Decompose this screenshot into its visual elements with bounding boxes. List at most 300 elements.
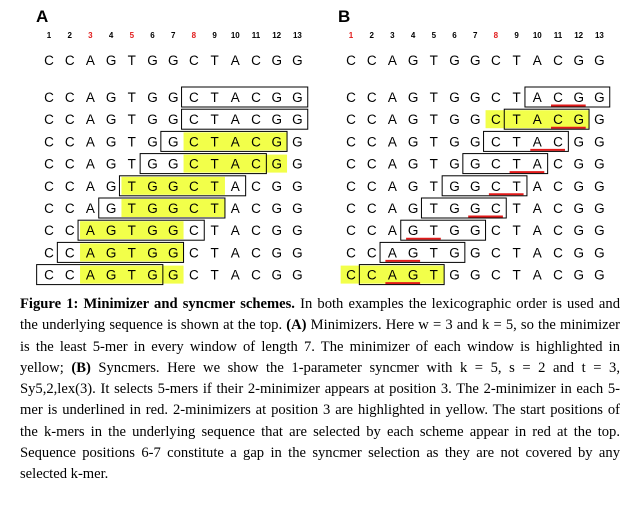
row-base: G bbox=[292, 134, 303, 150]
row-base: A bbox=[387, 201, 397, 216]
panel-a-minimizers bbox=[36, 7, 308, 285]
row-base: A bbox=[230, 90, 240, 105]
row-base: G bbox=[147, 245, 158, 261]
row-base: C bbox=[44, 201, 54, 216]
row-base: G bbox=[105, 112, 117, 128]
row-base: G bbox=[407, 267, 419, 283]
sequence-base: C bbox=[553, 53, 563, 68]
row-base: G bbox=[292, 156, 303, 172]
row-base: G bbox=[594, 112, 605, 128]
window-row bbox=[346, 198, 605, 218]
caption-b-label: (B) bbox=[71, 359, 91, 376]
row-base: C bbox=[251, 178, 261, 194]
row-base: A bbox=[85, 178, 95, 194]
row-base: T bbox=[127, 245, 136, 261]
caption-b-text: Syncmers. Here we show the 1-parameter syncmer with k = 5, s = 2 and t = 3, Sy5,2,lex(3). It selects 5-mers if their 2-minimizer appears at position 3. The 2-minimizer in each 5-mer is underlined in red. 2-minimizers at position 3 are highlighted in yellow. The start positions of the k-mers in the underlying sequence that are selected by each scheme appear in red at the top. Sequence positions 6-7 constitute a gap in the syncmer selection as they are not covered by any selected k-mer. bbox=[20, 359, 620, 483]
row-base: T bbox=[429, 156, 438, 172]
row-base: C bbox=[189, 223, 199, 239]
row-base: T bbox=[210, 134, 219, 150]
row-base: G bbox=[449, 90, 460, 105]
row-base: C bbox=[251, 112, 261, 128]
position-number: 12 bbox=[574, 31, 584, 40]
row-base: C bbox=[491, 178, 501, 194]
row-base: G bbox=[449, 245, 460, 261]
sequence-base: G bbox=[573, 53, 584, 68]
row-base: C bbox=[251, 134, 261, 150]
row-base: G bbox=[469, 90, 481, 105]
row-base: C bbox=[491, 201, 501, 216]
selected-position-number: 3 bbox=[88, 31, 93, 40]
row-base: C bbox=[553, 112, 563, 128]
row-base: A bbox=[230, 178, 240, 194]
row-base: T bbox=[210, 267, 219, 283]
row-base: C bbox=[44, 156, 54, 172]
row-base: G bbox=[449, 223, 460, 239]
selected-position-number: 8 bbox=[191, 31, 197, 40]
row-base: C bbox=[64, 267, 75, 283]
row-base: G bbox=[292, 245, 303, 261]
sequence-base: T bbox=[210, 53, 219, 68]
sequence-base: C bbox=[189, 53, 199, 68]
caption-a-text: Minimizers. Here w = 3 and k = 5, so the minimizer is the least 5-mer in every window of length 7. The minimizer of each window is highlighted in yellow; bbox=[20, 317, 620, 376]
sequence-base: A bbox=[532, 53, 542, 68]
row-base: G bbox=[449, 112, 460, 128]
row-base: G bbox=[449, 201, 460, 216]
row-base: G bbox=[407, 245, 419, 261]
row-base: C bbox=[346, 178, 356, 194]
position-number: 2 bbox=[369, 31, 374, 40]
row-base: C bbox=[491, 267, 501, 283]
row-base: G bbox=[147, 156, 158, 172]
row-base: G bbox=[594, 223, 605, 239]
row-base: A bbox=[230, 201, 240, 216]
sequence-base: A bbox=[387, 53, 397, 68]
window-row bbox=[44, 242, 303, 262]
row-base: A bbox=[387, 178, 397, 194]
row-base: G bbox=[407, 112, 419, 128]
row-base: T bbox=[127, 267, 136, 283]
row-base: C bbox=[366, 156, 377, 172]
row-base: G bbox=[271, 112, 282, 128]
row-base: G bbox=[573, 245, 584, 261]
position-number: 7 bbox=[170, 31, 176, 40]
row-base: C bbox=[366, 223, 377, 239]
position-number: 11 bbox=[251, 31, 261, 40]
row-base: T bbox=[127, 223, 136, 239]
row-base: G bbox=[147, 178, 158, 194]
row-base: C bbox=[491, 134, 501, 150]
row-base: T bbox=[127, 90, 136, 105]
row-base: G bbox=[469, 245, 481, 261]
row-base: T bbox=[512, 223, 521, 239]
window-row bbox=[346, 154, 605, 174]
row-base: C bbox=[64, 178, 75, 194]
window-row bbox=[346, 176, 605, 196]
sequence-base: G bbox=[292, 53, 303, 68]
row-base: T bbox=[429, 267, 438, 283]
row-base: G bbox=[167, 223, 179, 239]
row-base: G bbox=[573, 112, 584, 128]
position-number: 10 bbox=[532, 31, 542, 40]
position-number: 5 bbox=[431, 31, 437, 40]
row-base: G bbox=[147, 112, 158, 128]
row-base: G bbox=[147, 134, 158, 150]
position-number: 11 bbox=[553, 31, 563, 40]
row-base: G bbox=[292, 267, 303, 283]
sequence-base: T bbox=[512, 53, 521, 68]
row-base: G bbox=[594, 245, 605, 261]
row-base: C bbox=[491, 156, 501, 172]
row-base: G bbox=[292, 201, 303, 216]
row-base: A bbox=[85, 90, 95, 105]
sequence-base: C bbox=[44, 53, 54, 68]
row-base: C bbox=[44, 90, 54, 105]
row-base: C bbox=[491, 112, 501, 128]
row-base: A bbox=[230, 134, 240, 150]
row-base: T bbox=[127, 112, 136, 128]
row-base: G bbox=[573, 178, 584, 194]
row-base: T bbox=[512, 90, 521, 105]
row-base: G bbox=[105, 201, 117, 216]
position-number: 7 bbox=[472, 31, 478, 40]
sequence-base: C bbox=[366, 53, 377, 68]
window-row bbox=[44, 220, 303, 240]
window-row bbox=[341, 265, 605, 285]
row-base: G bbox=[271, 178, 282, 194]
panel-b-syncmers bbox=[338, 7, 610, 285]
row-base: C bbox=[366, 201, 377, 216]
row-base: T bbox=[512, 178, 521, 194]
row-base: T bbox=[210, 201, 219, 216]
row-base: T bbox=[210, 245, 219, 261]
row-base: G bbox=[407, 90, 419, 105]
sequence-base: G bbox=[469, 53, 481, 68]
row-base: A bbox=[532, 156, 542, 172]
row-base: C bbox=[44, 178, 54, 194]
row-base: G bbox=[292, 90, 303, 105]
row-base: G bbox=[573, 201, 584, 216]
row-base: T bbox=[127, 134, 136, 150]
row-base: G bbox=[407, 223, 419, 239]
row-base: C bbox=[64, 90, 75, 105]
row-base: G bbox=[105, 223, 117, 239]
row-base: C bbox=[189, 134, 199, 150]
row-base: G bbox=[573, 156, 584, 172]
row-base: C bbox=[553, 223, 563, 239]
row-base: G bbox=[147, 223, 158, 239]
row-base: A bbox=[230, 223, 240, 239]
row-base: G bbox=[573, 90, 584, 105]
row-base: A bbox=[532, 267, 542, 283]
sequence-base: G bbox=[147, 53, 158, 68]
position-number: 4 bbox=[108, 31, 114, 40]
row-base: G bbox=[271, 90, 282, 105]
row-base: A bbox=[85, 245, 95, 261]
sequence-base: G bbox=[594, 53, 605, 68]
row-base: G bbox=[594, 156, 605, 172]
row-base: C bbox=[44, 223, 54, 239]
row-base: G bbox=[407, 156, 419, 172]
window-row bbox=[44, 154, 303, 174]
row-base: G bbox=[469, 267, 481, 283]
position-number: 9 bbox=[212, 31, 217, 40]
row-base: C bbox=[189, 112, 199, 128]
row-base: C bbox=[251, 223, 261, 239]
row-base: A bbox=[387, 245, 397, 261]
row-base: G bbox=[469, 134, 481, 150]
window-row bbox=[346, 109, 605, 129]
row-base: G bbox=[594, 134, 605, 150]
row-base: T bbox=[512, 156, 521, 172]
row-base: G bbox=[271, 201, 282, 216]
position-number: 9 bbox=[514, 31, 519, 40]
row-base: G bbox=[147, 267, 158, 283]
row-base: T bbox=[512, 201, 521, 216]
row-base: A bbox=[532, 90, 542, 105]
row-base: T bbox=[210, 90, 219, 105]
row-base: C bbox=[251, 156, 261, 172]
sequence-base: G bbox=[449, 53, 460, 68]
row-base: A bbox=[532, 201, 542, 216]
row-base: C bbox=[44, 245, 54, 261]
row-base: A bbox=[532, 245, 542, 261]
row-base: G bbox=[167, 178, 179, 194]
row-base: G bbox=[573, 267, 584, 283]
row-base: G bbox=[105, 156, 117, 172]
row-base: T bbox=[512, 267, 521, 283]
row-base: C bbox=[64, 134, 75, 150]
row-base: A bbox=[230, 267, 240, 283]
row-base: T bbox=[429, 245, 438, 261]
sequence-base: A bbox=[85, 53, 95, 68]
row-base: T bbox=[127, 156, 136, 172]
selected-position-number: 5 bbox=[129, 31, 135, 40]
window-row bbox=[44, 87, 308, 107]
row-base: G bbox=[167, 90, 179, 105]
sequence-base: C bbox=[64, 53, 75, 68]
row-base: G bbox=[573, 223, 584, 239]
window-row bbox=[37, 265, 303, 285]
row-base: G bbox=[469, 178, 481, 194]
row-base: C bbox=[189, 245, 199, 261]
row-base: C bbox=[366, 245, 377, 261]
row-base: G bbox=[271, 156, 282, 172]
row-base: C bbox=[251, 90, 261, 105]
row-base: G bbox=[407, 201, 419, 216]
row-base: C bbox=[189, 267, 199, 283]
row-base: C bbox=[189, 90, 199, 105]
caption-intro: In both examples the lexicographic order is used and the underlying sequence is shown at the top. bbox=[20, 296, 620, 334]
window-box bbox=[182, 109, 308, 129]
row-base: C bbox=[491, 245, 501, 261]
row-base: C bbox=[553, 201, 563, 216]
row-base: C bbox=[64, 201, 75, 216]
row-base: A bbox=[532, 178, 542, 194]
row-base: A bbox=[230, 245, 240, 261]
row-base: G bbox=[271, 267, 282, 283]
row-base: C bbox=[346, 267, 356, 283]
row-base: C bbox=[346, 201, 356, 216]
row-base: A bbox=[387, 112, 397, 128]
position-number: 13 bbox=[594, 31, 604, 40]
row-base: G bbox=[147, 90, 158, 105]
position-number: 1 bbox=[46, 31, 52, 40]
sequence-base: G bbox=[407, 53, 419, 68]
window-row bbox=[346, 87, 610, 107]
row-base: T bbox=[512, 134, 521, 150]
row-base: T bbox=[127, 201, 136, 216]
row-base: C bbox=[251, 245, 261, 261]
row-base: G bbox=[147, 201, 158, 216]
row-base: C bbox=[346, 223, 356, 239]
sequence-base: G bbox=[105, 53, 117, 68]
row-base: G bbox=[167, 245, 179, 261]
row-base: C bbox=[44, 112, 54, 128]
sequence-base: G bbox=[167, 53, 179, 68]
row-base: G bbox=[449, 178, 460, 194]
row-base: C bbox=[346, 134, 356, 150]
row-base: T bbox=[210, 156, 219, 172]
row-base: C bbox=[366, 90, 377, 105]
row-base: G bbox=[469, 201, 481, 216]
row-base: C bbox=[553, 178, 563, 194]
row-base: G bbox=[105, 178, 117, 194]
row-base: A bbox=[85, 201, 95, 216]
row-base: A bbox=[387, 267, 397, 283]
sequence-base: C bbox=[346, 53, 356, 68]
row-base: C bbox=[189, 178, 199, 194]
position-number: 2 bbox=[67, 31, 72, 40]
row-base: C bbox=[44, 134, 54, 150]
row-base: C bbox=[553, 156, 563, 172]
row-base: C bbox=[44, 267, 54, 283]
row-base: G bbox=[167, 134, 179, 150]
row-base: G bbox=[407, 178, 419, 194]
row-base: G bbox=[449, 156, 460, 172]
sequence-base: A bbox=[230, 53, 240, 68]
row-base: T bbox=[429, 201, 438, 216]
sequence-base: C bbox=[251, 53, 261, 68]
position-number: 6 bbox=[452, 31, 457, 40]
row-base: A bbox=[85, 223, 95, 239]
row-base: C bbox=[64, 156, 75, 172]
row-base: G bbox=[271, 223, 282, 239]
row-base: C bbox=[346, 245, 356, 261]
row-base: C bbox=[64, 245, 75, 261]
row-base: C bbox=[346, 112, 356, 128]
row-base: G bbox=[594, 90, 605, 105]
row-base: A bbox=[85, 112, 95, 128]
selected-position-number: 8 bbox=[493, 31, 499, 40]
row-base: G bbox=[105, 245, 117, 261]
window-row bbox=[346, 131, 605, 151]
position-number: 10 bbox=[230, 31, 240, 40]
row-base: G bbox=[167, 156, 179, 172]
row-base: C bbox=[189, 201, 199, 216]
row-base: C bbox=[251, 201, 261, 216]
row-base: A bbox=[387, 134, 397, 150]
row-base: G bbox=[449, 134, 460, 150]
row-base: C bbox=[346, 156, 356, 172]
row-base: C bbox=[553, 267, 563, 283]
row-base: T bbox=[512, 112, 521, 128]
row-base: C bbox=[366, 267, 377, 283]
sequence-base: C bbox=[491, 53, 501, 68]
row-base: G bbox=[105, 90, 117, 105]
row-base: C bbox=[553, 90, 563, 105]
row-base: C bbox=[366, 178, 377, 194]
row-base: G bbox=[271, 245, 282, 261]
window-row bbox=[346, 220, 605, 240]
row-base: G bbox=[594, 267, 605, 283]
sequence-base: G bbox=[271, 53, 282, 68]
row-base: G bbox=[105, 267, 117, 283]
sequence-base: T bbox=[429, 53, 438, 68]
row-base: A bbox=[85, 267, 95, 283]
row-base: G bbox=[271, 134, 282, 150]
row-base: G bbox=[594, 201, 605, 216]
row-base: A bbox=[532, 223, 542, 239]
row-base: C bbox=[366, 134, 377, 150]
window-row bbox=[44, 109, 308, 129]
row-base: G bbox=[167, 267, 179, 283]
row-base: T bbox=[429, 134, 438, 150]
window-row bbox=[44, 198, 303, 218]
sequence-base: T bbox=[127, 53, 136, 68]
row-base: G bbox=[594, 178, 605, 194]
panel-label: B bbox=[338, 7, 351, 26]
window-row bbox=[346, 242, 605, 262]
row-base: G bbox=[573, 134, 584, 150]
row-base: A bbox=[387, 156, 397, 172]
row-base: G bbox=[449, 267, 460, 283]
row-base: G bbox=[292, 112, 303, 128]
row-base: C bbox=[553, 134, 563, 150]
window-row bbox=[44, 131, 303, 151]
row-base: A bbox=[387, 223, 397, 239]
row-base: T bbox=[210, 178, 219, 194]
row-base: A bbox=[230, 112, 240, 128]
row-base: A bbox=[532, 134, 542, 150]
row-base: T bbox=[210, 112, 219, 128]
row-base: T bbox=[210, 223, 219, 239]
window-row bbox=[44, 176, 303, 196]
caption-a-label: (A) bbox=[286, 317, 307, 334]
row-base: T bbox=[127, 178, 136, 194]
figure-caption bbox=[20, 294, 620, 486]
row-base: G bbox=[292, 178, 303, 194]
row-base: T bbox=[512, 245, 521, 261]
position-number: 6 bbox=[150, 31, 155, 40]
row-base: A bbox=[532, 112, 542, 128]
row-base: G bbox=[469, 112, 481, 128]
row-base: G bbox=[292, 223, 303, 239]
row-base: C bbox=[491, 223, 501, 239]
row-base: A bbox=[85, 134, 95, 150]
row-base: T bbox=[429, 112, 438, 128]
row-base: A bbox=[230, 156, 240, 172]
row-base: C bbox=[553, 245, 563, 261]
row-base: C bbox=[251, 267, 261, 283]
caption-figure-label: Figure 1: bbox=[20, 296, 79, 312]
caption-title: Minimizer and syncmer schemes. bbox=[83, 296, 295, 312]
row-base: A bbox=[387, 90, 397, 105]
row-base: C bbox=[189, 156, 199, 172]
row-base: G bbox=[469, 156, 481, 172]
row-base: T bbox=[429, 178, 438, 194]
row-base: G bbox=[407, 134, 419, 150]
position-number: 4 bbox=[410, 31, 416, 40]
